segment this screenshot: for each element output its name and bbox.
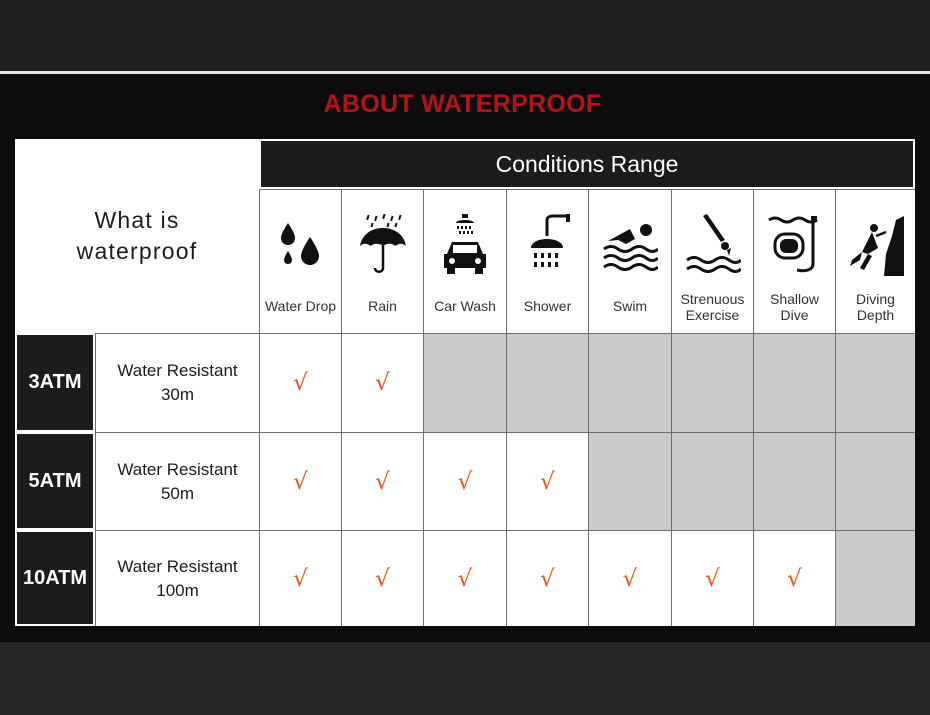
rating-cell <box>15 432 95 530</box>
condition-water-drop <box>259 189 341 333</box>
scuba-diver-icon <box>836 212 915 278</box>
description-cell <box>95 530 259 626</box>
check-mark-icon: √ <box>457 565 473 592</box>
unsupported-cell <box>671 333 753 432</box>
condition-shallow <box>753 189 835 333</box>
condition-rain <box>341 189 423 333</box>
check-mark-icon: √ <box>375 468 390 495</box>
condition-label: Shallow <box>769 291 820 307</box>
unsupported-cell <box>506 333 588 432</box>
supported-cell <box>259 432 341 530</box>
description-line2: 30m <box>160 385 195 404</box>
condition-label-line2: Dive <box>780 307 809 323</box>
rating-cell <box>15 530 95 626</box>
supported-cell <box>341 530 423 626</box>
condition-label: Diving <box>856 291 895 307</box>
condition-label: Swim <box>612 298 648 314</box>
supported-cell <box>423 432 506 530</box>
conditions-header-label: Conditions Range <box>495 150 679 177</box>
condition-label: Shower <box>523 298 572 314</box>
check-mark-icon: √ <box>293 370 308 396</box>
check-mark-icon: √ <box>457 468 473 495</box>
rating-label: 10ATM <box>22 566 88 589</box>
condition-swim <box>588 189 671 333</box>
unsupported-cell <box>835 530 915 626</box>
check-mark-icon: √ <box>293 468 308 495</box>
check-mark-icon: √ <box>622 565 638 592</box>
condition-label: Car Wash <box>434 298 496 314</box>
check-mark-icon: √ <box>375 565 390 592</box>
condition-diving <box>835 189 915 333</box>
water-drop-icon <box>260 212 341 278</box>
corner-label-line1: What is <box>94 207 180 233</box>
supported-cell <box>423 530 506 626</box>
check-mark-icon: √ <box>540 468 555 495</box>
condition-label: Rain <box>368 298 397 314</box>
swim-icon <box>589 212 671 278</box>
supported-cell <box>588 530 671 626</box>
diving-board-icon <box>672 212 753 278</box>
unsupported-cell <box>671 432 753 530</box>
condition-label-line2: Depth <box>856 307 895 323</box>
unsupported-cell <box>835 333 915 432</box>
description-cell <box>95 333 259 432</box>
corner-label <box>15 139 259 333</box>
supported-cell <box>671 530 753 626</box>
check-mark-icon: √ <box>705 565 720 592</box>
supported-cell <box>259 530 341 626</box>
shower-icon <box>507 212 588 278</box>
supported-cell <box>341 432 423 530</box>
check-mark-icon: √ <box>787 565 802 592</box>
condition-shower <box>506 189 588 333</box>
condition-label: Water Drop <box>264 298 337 314</box>
supported-cell <box>753 530 835 626</box>
condition-label: Strenuous <box>680 291 745 307</box>
unsupported-cell <box>753 333 835 432</box>
check-mark-icon: √ <box>375 370 390 396</box>
description-cell <box>95 432 259 530</box>
rating-label: 3ATM <box>28 371 82 393</box>
description-line2: 50m <box>160 483 195 503</box>
condition-car-wash <box>423 189 506 333</box>
supported-cell <box>341 333 423 432</box>
corner-label-line2: waterproof <box>76 238 198 264</box>
condition-strenuous <box>671 189 753 333</box>
unsupported-cell <box>753 432 835 530</box>
description-line1: Water Resistant <box>117 556 238 576</box>
unsupported-cell <box>835 432 915 530</box>
check-mark-icon: √ <box>540 565 555 592</box>
snorkel-mask-icon <box>754 212 835 278</box>
description-line1: Water Resistant <box>117 459 238 479</box>
unsupported-cell <box>423 333 506 432</box>
umbrella-rain-icon <box>342 212 423 278</box>
supported-cell <box>506 530 588 626</box>
page-title: ABOUT WATERPROOF <box>323 90 602 118</box>
supported-cell <box>259 333 341 432</box>
conditions-header <box>261 141 913 187</box>
rating-label: 5ATM <box>28 469 82 492</box>
unsupported-cell <box>588 333 671 432</box>
description-line2: 100m <box>156 580 199 600</box>
car-wash-icon <box>424 212 506 278</box>
supported-cell <box>506 432 588 530</box>
description-line1: Water Resistant <box>117 361 238 380</box>
bottom-band <box>0 642 930 715</box>
condition-label-line2: Exercise <box>685 307 740 323</box>
rating-cell <box>15 333 95 432</box>
top-band <box>0 0 930 71</box>
check-mark-icon: √ <box>293 565 308 592</box>
unsupported-cell <box>588 432 671 530</box>
